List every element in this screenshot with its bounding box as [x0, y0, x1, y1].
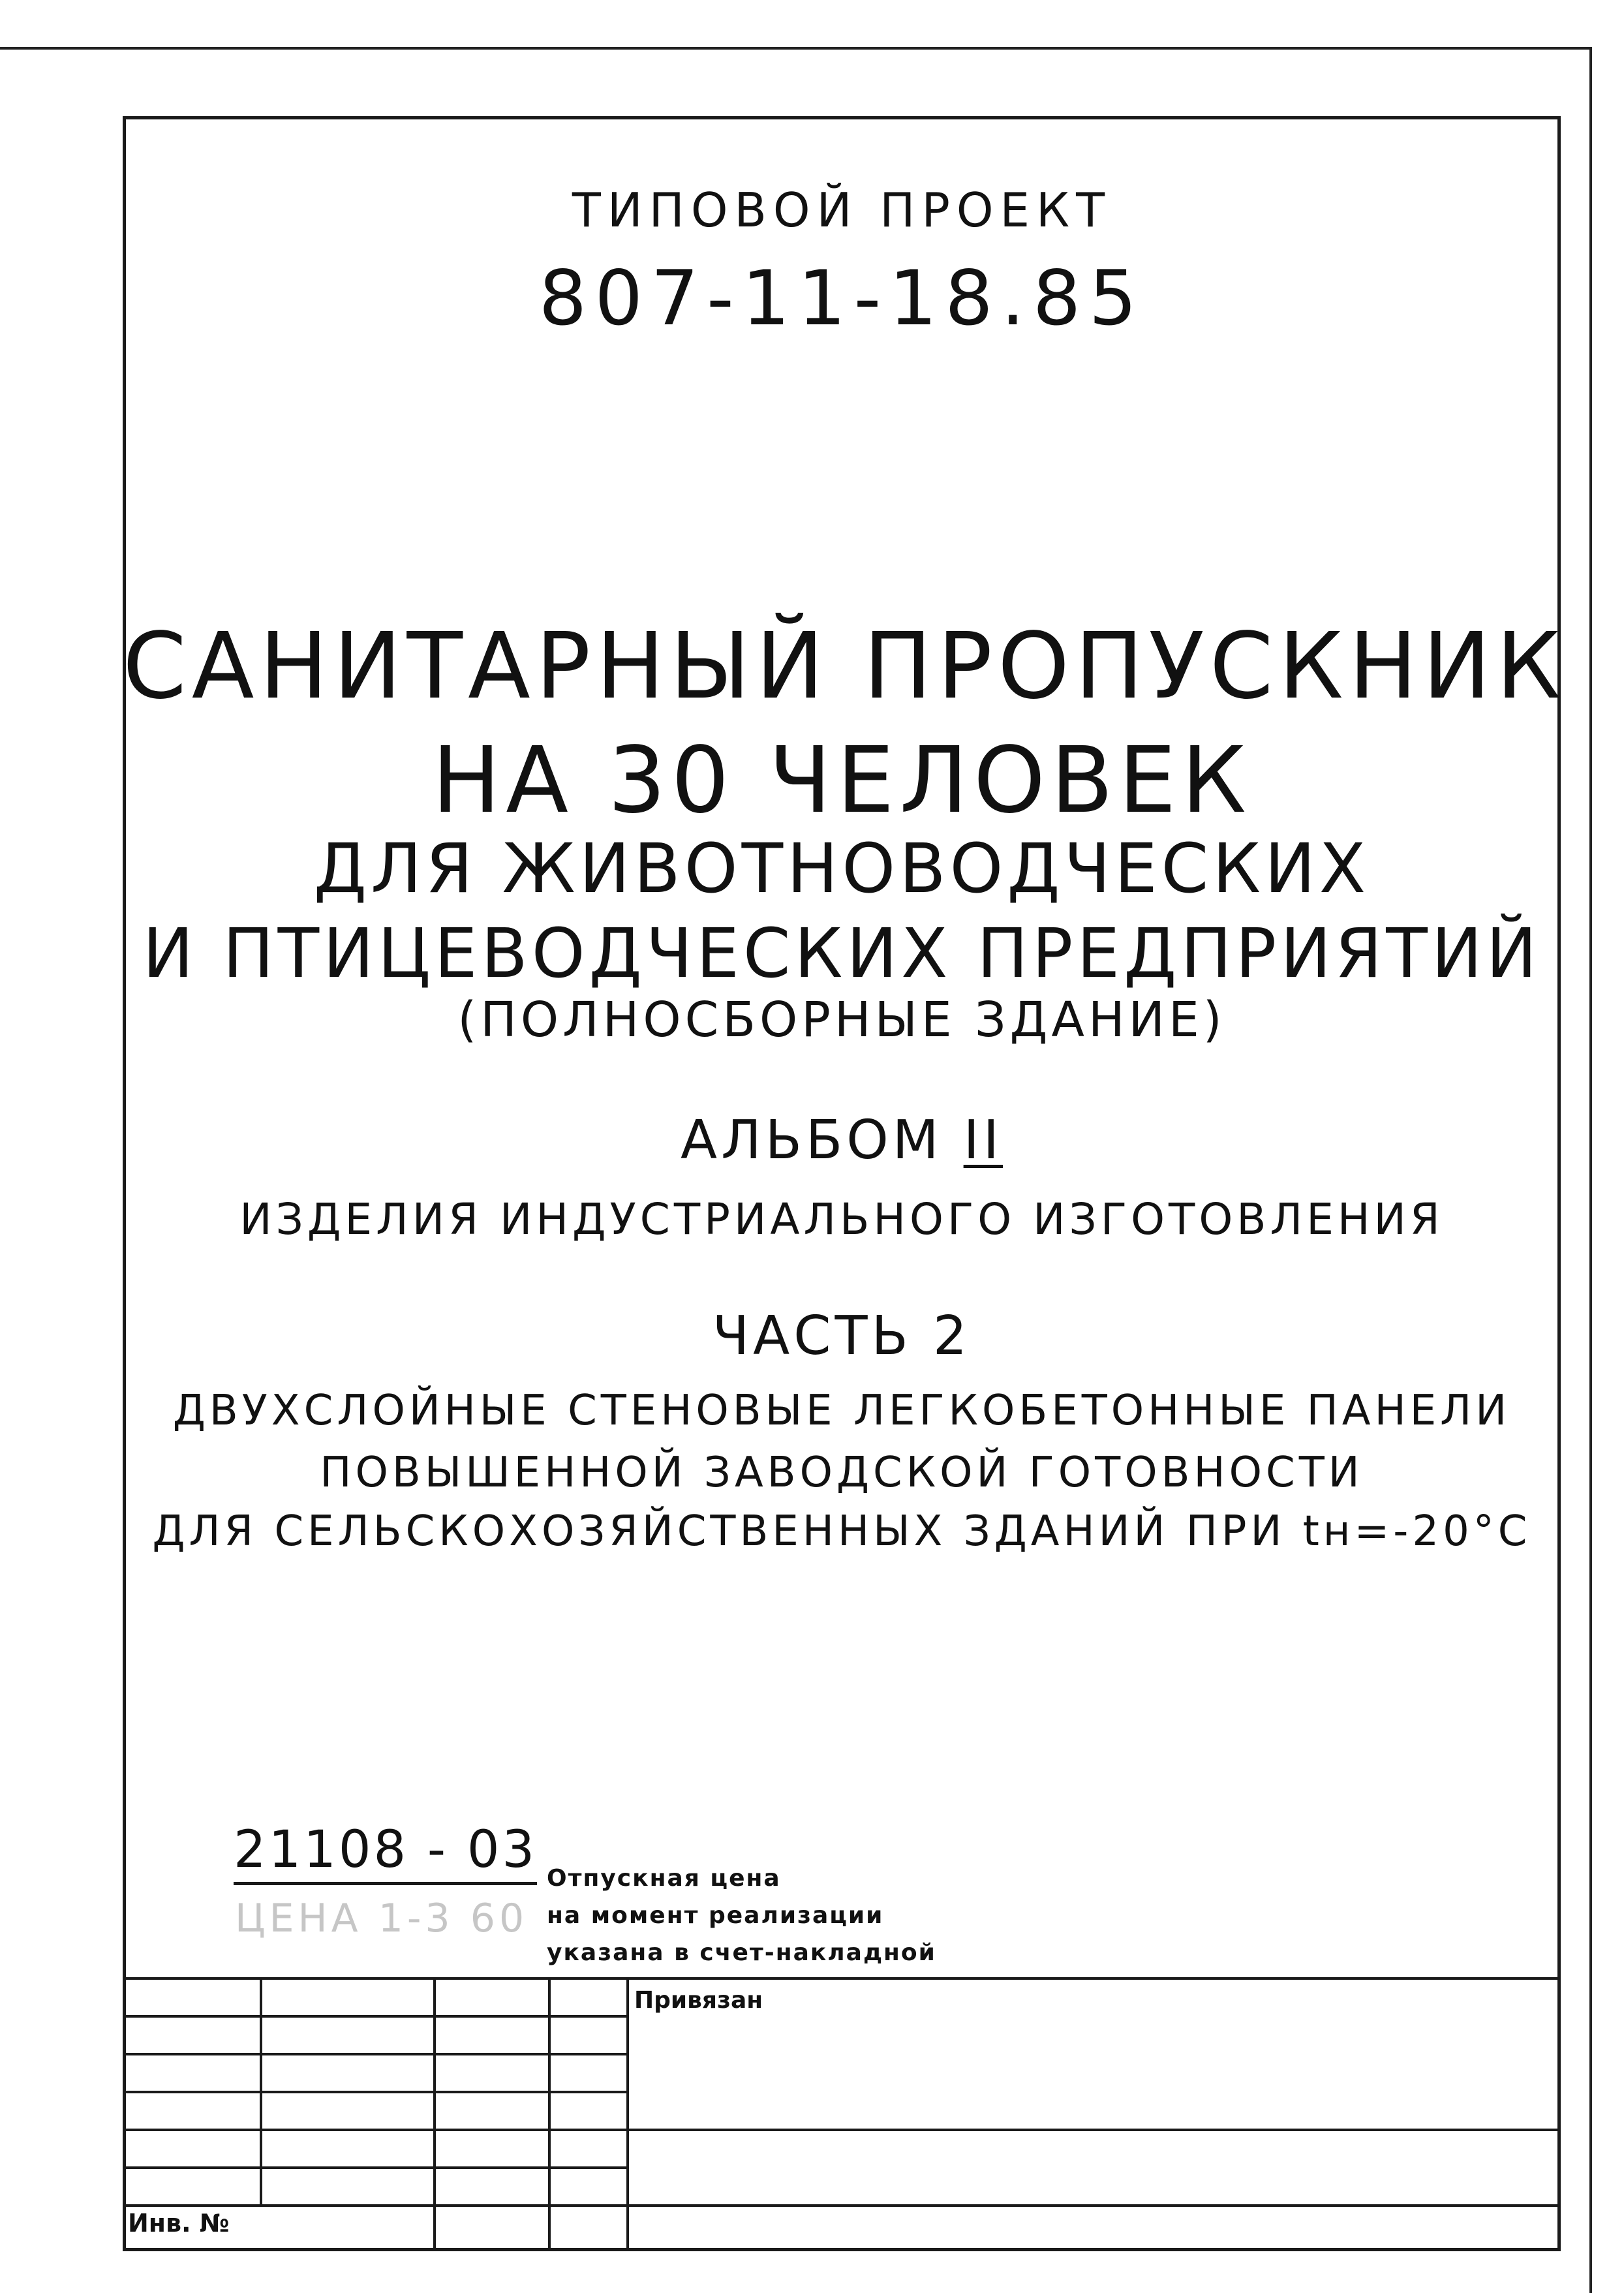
table-rule-row-3 [123, 2091, 626, 2093]
album-heading [123, 1109, 1561, 1171]
inventory-code: 21108 - 03 [234, 1821, 537, 1885]
table-rule-col-1 [260, 1977, 262, 2204]
faded-price-stamp: ЦЕНА 1-3 60 [235, 1896, 529, 1941]
bound-label: Привязан [634, 1987, 763, 2014]
part-line-2: ПОВЫШЕННОЙ ЗАВОДСКОЙ ГОТОВНОСТИ [320, 1449, 1364, 1497]
project-number: 807-11-18.85 [538, 254, 1145, 343]
table-rule-row-2 [123, 2053, 626, 2055]
table-rule-row-1 [123, 2015, 626, 2018]
price-note-line-1: Отпускная цена [547, 1865, 781, 1892]
album-number: II [963, 1109, 1003, 1171]
title-line-3: ДЛЯ ЖИВОТНОВОДЧЕСКИХ [313, 829, 1370, 908]
table-rule-row-6 [123, 2204, 1561, 2207]
project-series: ТИПОВОЙ ПРОЕКТ [572, 183, 1112, 238]
part-line-1: ДВУХСЛОЙНЫЕ СТЕНОВЫЕ ЛЕГКОБЕТОННЫЕ ПАНЕЛИ [172, 1387, 1511, 1435]
stamp-table [123, 1977, 1561, 2251]
table-rule-col-2 [433, 1977, 436, 2251]
album-subtitle: ИЗДЕЛИЯ ИНДУСТРИАЛЬНОГО ИЗГОТОВЛЕНИЯ [239, 1194, 1444, 1244]
table-rule-top [123, 1977, 1561, 1980]
table-rule-col-4 [626, 1977, 629, 2251]
table-rule-row-4 [123, 2129, 1561, 2131]
page-edge-top [0, 47, 1592, 50]
title-line-1: САНИТАРНЫЙ ПРОПУСКНИК [123, 613, 1567, 720]
page-edge-right [1589, 47, 1592, 2293]
price-note-line-2: на момент реализации [547, 1902, 884, 1929]
part-heading: ЧАСТЬ 2 [712, 1305, 972, 1367]
title-line-5: (ПОЛНОСБОРНЫЕ ЗДАНИЕ) [457, 992, 1226, 1048]
table-rule-row-5 [123, 2166, 626, 2169]
title-line-4: И ПТИЦЕВОДЧЕСКИХ ПРЕДПРИЯТИЙ [142, 914, 1541, 993]
title-line-2: НА 30 ЧЕЛОВЕК [432, 728, 1251, 834]
album-label: АЛЬБОМ [680, 1109, 943, 1171]
inventory-number-label: Инв. № [128, 2209, 230, 2238]
table-rule-col-3 [548, 1977, 551, 2251]
price-note-line-3: указана в счет-накладной [547, 1939, 936, 1966]
part-line-3: ДЛЯ СЕЛЬСКОХОЗЯЙСТВЕННЫХ ЗДАНИЙ ПРИ tн=-20°С [152, 1507, 1531, 1556]
